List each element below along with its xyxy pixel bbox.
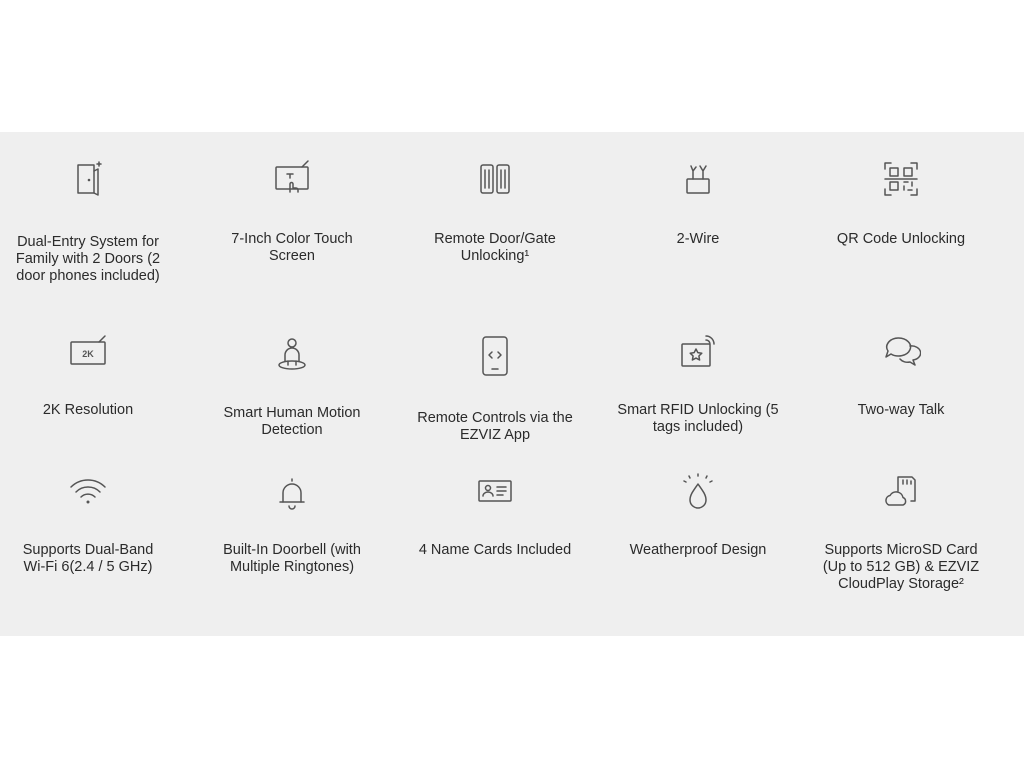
feature-label: 7-Inch Color Touch Screen [231,231,353,264]
chat-bubbles-icon [881,332,921,372]
phone-app-icon [475,336,515,376]
feature-label: Smart Human Motion Detection [223,405,361,438]
wifi-icon [68,472,108,512]
feature-label: 2K Resolution [42,402,134,418]
rfid-card-icon [678,332,718,372]
feature-label: 2-Wire [676,231,720,247]
bell-icon [272,474,312,514]
feature-label: Dual-Entry System for Family with 2 Doors (2 door phones included) [15,234,161,284]
feature-label: 4 Name Cards Included [418,542,572,558]
resolution-2k-text: 2K [82,349,94,359]
sd-card-cloud-icon [881,471,921,511]
feature-label: Remote Controls via the EZVIZ App [417,410,573,443]
feature-label: Remote Door/Gate Unlocking¹ [434,231,556,264]
qr-code-icon [881,159,921,199]
touch-screen-icon [272,158,312,198]
resolution-2k-icon [68,333,108,373]
water-drop-icon [678,472,718,512]
feature-label: Two-way Talk [857,402,945,418]
door-icon [68,159,108,199]
feature-label: Weatherproof Design [629,542,767,558]
feature-label: Built-In Doorbell (with Multiple Ringtones) [223,542,361,575]
two-wire-icon [678,159,718,199]
door-gate-icon [475,159,515,199]
name-card-icon [475,471,515,511]
feature-label: Smart RFID Unlocking (5 tags included) [617,402,779,435]
feature-label: QR Code Unlocking [836,231,966,247]
human-motion-icon [272,334,312,374]
feature-label: Supports MicroSD Card (Up to 512 GB) & EZVIZ CloudPlay Storage² [822,542,980,592]
feature-label: Supports Dual-Band Wi-Fi 6(2.4 / 5 GHz) [22,542,154,575]
